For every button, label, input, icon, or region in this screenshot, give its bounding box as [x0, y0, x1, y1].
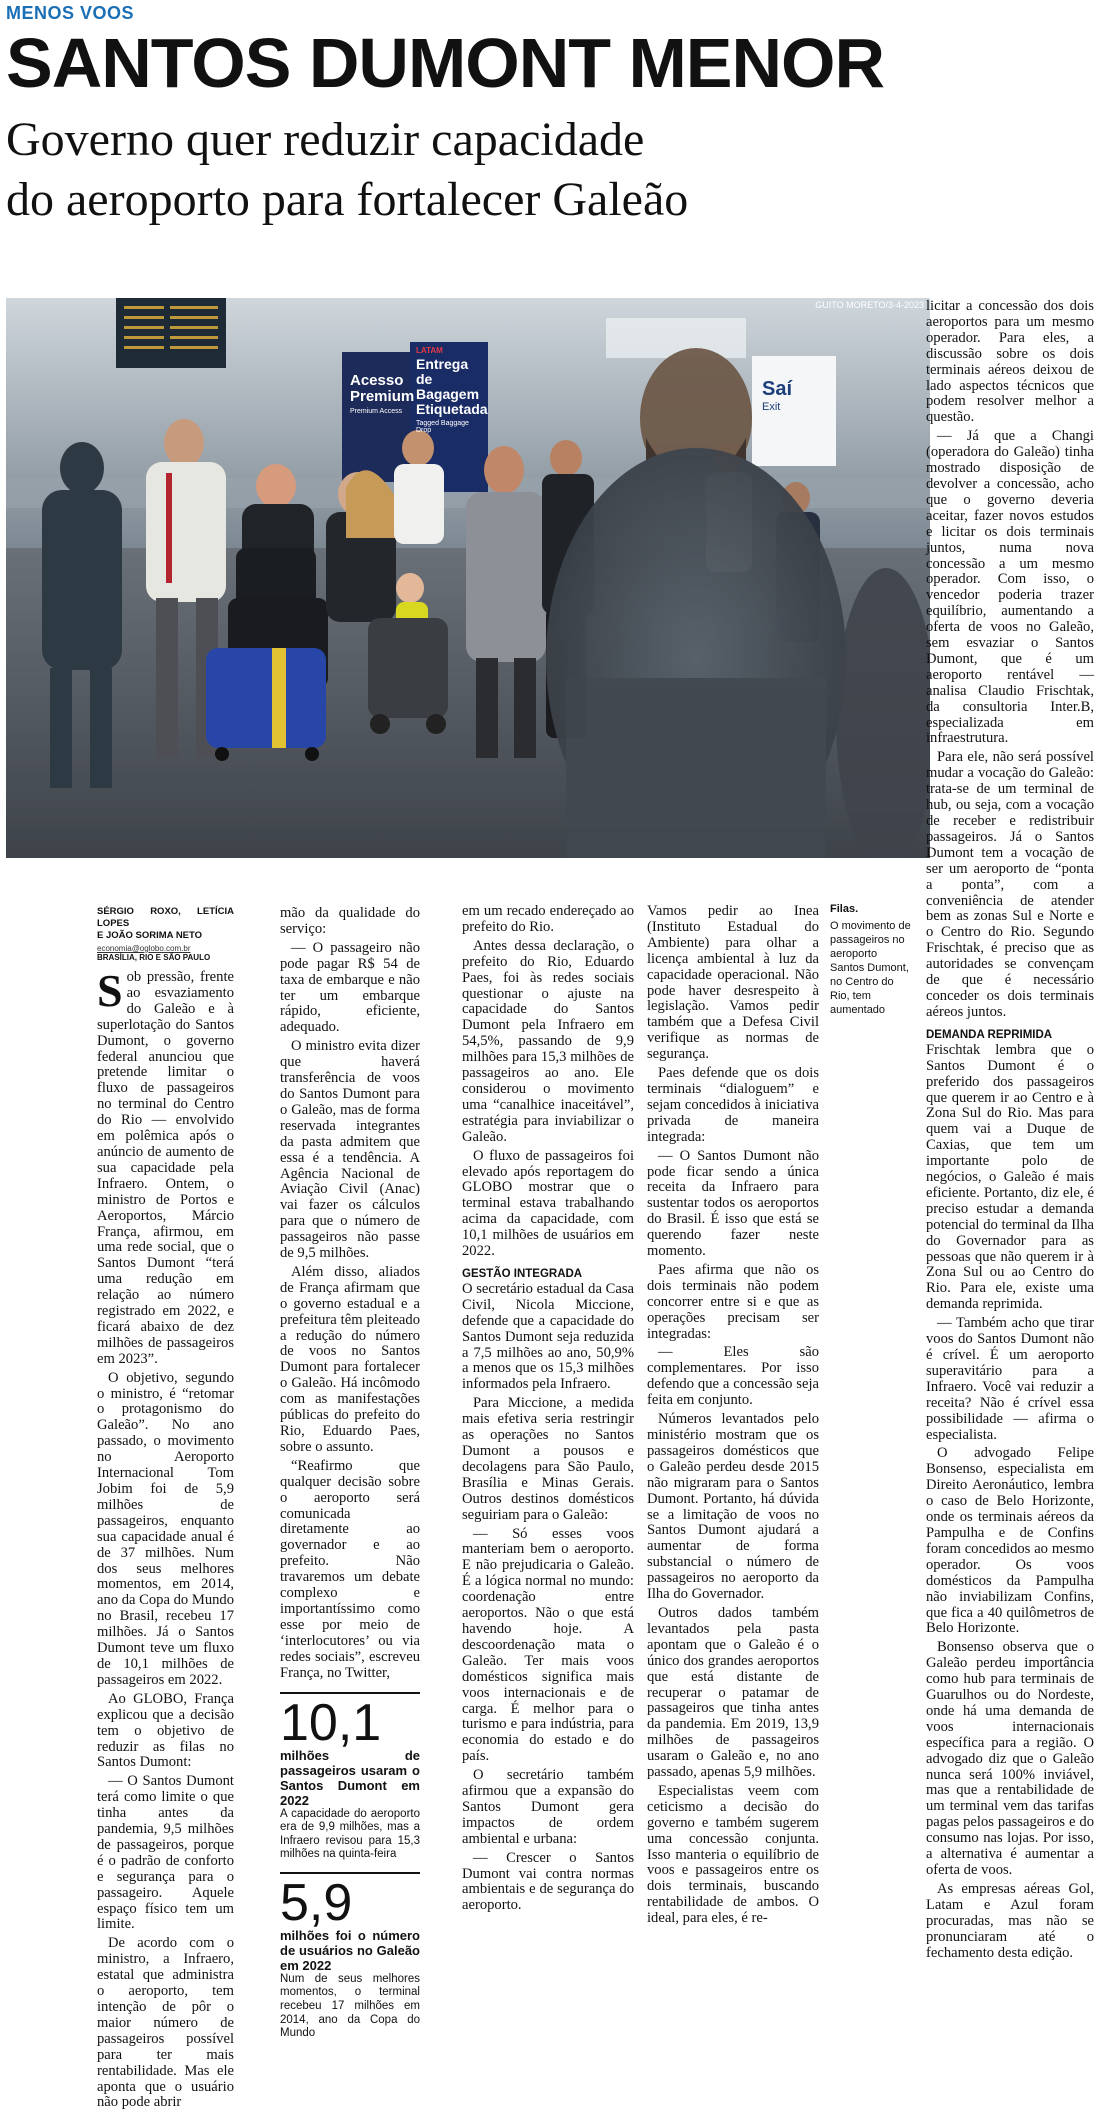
- factbox-text: Num de seus melhores momentos, o terminal recebeu 17 milhões em 2014, ano da Copa do Mundo: [280, 1972, 420, 2040]
- subheadline: [6, 110, 1096, 230]
- paragraph: Outros dados também levantados pela pasta apontam que o Galeão é o único dos grandes aeroportos que está distante de recuperar o patamar de passageiros que tinha antes da pandemia. Em 2019, 13,9 milhões de passageiros usaram o Galeão e, no ano passado, apenas 5,9 milhões.: [647, 1604, 819, 1781]
- section-subtitle: GESTÃO INTEGRADA: [462, 1267, 583, 1280]
- paragraph: — Só esses voos manteriam bem o aeroporto. E não prejudicaria o Galeão. É a lógica normal no mundo: coordenação entre aeroportos. Não o que está havendo hoje. A descoordenação mata o Galeão. Ter mais voos domésticos significa mais voos internacionais e de carga. É melhor para o turismo e para indústria, para economia do estado e do país.: [462, 1525, 634, 1765]
- column-1: [97, 906, 234, 2114]
- column-3: [462, 904, 634, 1917]
- paragraph: As empresas aéreas Gol, Latam e Azul foram procuradas, mas não se pronunciaram até o fechamento desta edição.: [926, 1880, 1094, 1961]
- byline-authors-line-2: E JOÃO SORIMA NETO: [97, 930, 203, 941]
- sign-premium-access-subtitle: Premium Access: [350, 408, 403, 415]
- section-subtitle: DEMANDA REPRIMIDA: [926, 1028, 1053, 1041]
- sign-baggage-drop-title: Entrega de Bagagem Etiquetada: [416, 356, 488, 417]
- factbox-headline: milhões de passageiros usaram o Santos Dumont em 2022: [280, 1747, 420, 1808]
- sign-baggage-drop-subtitle: Tagged Baggage Drop: [416, 420, 469, 434]
- headline: SANTOS DUMONT MENOR: [6, 24, 885, 102]
- paragraph: mão da qualidade do serviço:: [280, 905, 420, 937]
- factbox-santos-dumont: [280, 1692, 420, 1862]
- paragraph: Vamos pedir ao Inea (Instituto Estadual do Ambiente) para olhar a licença ambiental à luz da capacidade operacional. Não pode haver desrespeito à legislação. Vamos pedir também que a Defesa Civil verifique as normas de segurança.: [647, 903, 819, 1063]
- kicker: MENOS VOOS: [6, 3, 135, 23]
- factbox-number: 10,1: [280, 1693, 382, 1752]
- paragraph: Para ele, não será possível mudar a vocação do Galeão: trata-se de um terminal de hub, ou seja, com a vocação de receber e redistribuir passageiros. Já o Santos Dumont tem a vocação de ser um aeroporto de “ponta a ponta”, com a conveniência de atender bem as zonas Sul e Norte e o Centro do Rio. Segundo Frischtak, é preciso que as autoridades se convençam de que é necessário conceder os dois terminais aéreos juntos.: [926, 749, 1094, 1020]
- paragraph: Números levantados pelo ministério mostram que os passageiros domésticos que o Galeão perdeu desde 2015 não migraram para o Santos Dumont. Portanto, há dúvida se a limitação de voos no Santos Dumont ajudará a aumentar de forma substancial o número de passageiros no aeroporto da Ilha do Governador.: [647, 1411, 819, 1603]
- paragraph: O objetivo, segundo o ministro, é “retomar o protagonismo do Galeão”. No ano passado, o movimento no Aeroporto Internacional Tom Jobim foi de 5,9 milhões de passageiros, enquanto sua capacidade anual é de 37 milhões. Num dos seus melhores momentos, em 2014, ano da Copa do Mundo no Brasil, recebeu 17 milhões. Já o Santos Dumont teve um fluxo de 10,1 milhões de passageiros em 2022.: [97, 1369, 235, 1688]
- latam-logo: LATAM: [416, 346, 443, 355]
- paragraph: — Eles são complementares. Por isso defendo que a concessão seja feita em conjunto.: [647, 1344, 819, 1409]
- paragraph: licitar a concessão dos dois aeroportos para um mesmo operador. Para eles, a discussão sobre os dois terminais aéreos deixou de lado aspectos técnicos que podem resolver melhor a questão.: [926, 298, 1094, 426]
- paragraph: O advogado Felipe Bonsenso, especialista em Direito Aeronáutico, lembra o caso de Belo Horizonte, onde os terminais aéreos da Pampulha e de Confins foram concedidos ao mesmo operador. Os voos domésticos da Pampulha não inviabilizam Confins, que fica a 40 quilômetros de Belo Horizonte.: [926, 1445, 1094, 1637]
- subheadline-line-2: do aeroporto para fortalecer Galeão: [6, 173, 689, 226]
- factbox-text: A capacidade do aeroporto era de 9,9 milhões, mas a Infraero revisou para 15,3 milhões na quinta-feira: [280, 1807, 420, 1861]
- airport-photo: [6, 298, 930, 858]
- sign-premium-access: [350, 373, 420, 415]
- paragraph: Além disso, aliados de França afirmam que o governo estadual e a prefeitura têm pleiteado a redução do número de voos no Santos Dumont para fortalecer o Galeão. Há incômodo com as manifestações públicas do prefeito do Rio, Eduardo Paes, sobre o assunto.: [280, 1263, 420, 1455]
- author-email-link[interactable]: economia@oglobo.com.br: [97, 944, 191, 953]
- paragraph: Antes dessa declaração, o prefeito do Rio, Eduardo Paes, foi às redes sociais questionar o ajuste na capacidade do Santos Dumont pela Infraero em 54,5%, passando de 9,9 milhões para 15,3 milhões de passageiros ao ano. Ele considerou o movimento uma “canalhice inaceitável”, estratégia para inviabilizar o Galeão.: [462, 937, 634, 1145]
- subheadline-line-1: Governo quer reduzir capacidade: [6, 113, 645, 166]
- column-4: [647, 904, 819, 1930]
- factbox-number: 5,9: [280, 1873, 353, 1932]
- sign-premium-access-title: Acesso Premium: [350, 372, 415, 405]
- paragraph: Para Miccione, a medida mais efetiva seria restringir as operações no Santos Dumont a pousos e decolagens para São Paulo, Brasília e Minas Gerais. Outros destinos domésticos seguiriam para o Galeão:: [462, 1395, 634, 1523]
- paragraph: — Já que a Changi (operadora do Galeão) tinha mostrado disposição de devolver a concessão, acho que o governo deveria aceitar, fazer novos estudos e licitar os dois terminais juntos, numa nova concessão a um mesmo operador. Com isso, o vencedor poderia trazer equilíbrio, aumentando a oferta de voos no Galeão, sem esvaziar o Santos Dumont, que é um aeroporto rentável — analisa Claudio Frischtak, da consultoria Inter.B, especializada em infraestrutura.: [926, 428, 1094, 747]
- paragraph: — Crescer o Santos Dumont vai contra normas ambientais e de segurança do aeroporto.: [462, 1849, 634, 1914]
- caption-text: O movimento de passageiros no aeroporto Santos Dumont, no Centro do Rio, tem aumentado: [830, 920, 911, 1016]
- drop-cap: S: [97, 965, 123, 1016]
- paragraph: Sob pressão, frente ao esvaziamento do Galeão e à superlotação do Santos Dumont, o governo federal anunciou que pretende limitar o fluxo de passageiros no terminal do Centro do Rio — envolvido em polêmica após o anúncio de aumento de sua capacidade pela Infraero. Ontem, o ministro de Portos e Aeroportos, Márcio França, afirmou, em uma rede social, que o Santos Dumont “terá uma redução em relação ao número registrado em 2022, e ficará abaixo de dez milhões de passageiros em 2023”.: [97, 965, 234, 1367]
- paragraph: Paes afirma que não os dois terminais não podem concorrer entre si e que as operações precisam ser integradas:: [647, 1261, 819, 1342]
- sign-exit-title: Saí: [762, 378, 793, 400]
- paragraph: — Também acho que tirar voos do Santos Dumont não é crível. É um aeroporto superavitário para a Infraero. Você vai reduzir a receita? Não é crível essa possibilidade — afirma o especialista.: [926, 1315, 1094, 1443]
- byline-authors: [97, 906, 234, 942]
- caption-title: Filas.: [830, 903, 859, 915]
- paragraph: Paes defende que os dois terminais “dialoguem” e sejam concedidos à iniciativa privada de maneira integrada:: [647, 1065, 819, 1145]
- photo-credit: GUITO MORETO/3-4-2023: [815, 300, 924, 310]
- sign-exit: [762, 378, 792, 413]
- paragraph: — O passageiro não pode pagar R$ 54 de taxa de embarque e não ter um embarque rápido, eficiente, adequado.: [280, 939, 420, 1036]
- paragraph: em um recado endereçado ao prefeito do Rio.: [462, 903, 634, 935]
- paragraph: “Reafirmo que qualquer decisão sobre o aeroporto será comunicada diretamente ao governador e ao prefeito. Não travaremos um debate complexo e importantíssimo como esse por meio de ‘interlocutores’ ou via redes sociais”, escreveu França, no Twitter,: [280, 1457, 420, 1681]
- paragraph: O secretário também afirmou que a expansão do Santos Dumont gera impactos de ordem ambiental e urbana:: [462, 1767, 634, 1847]
- paragraph: Frischtak lembra que o Santos Dumont é o preferido dos passageiros que querem ir ao Centro e à Zona Sul do Rio. Mas para quem vai a Duque de Caxias, que tem um importante polo de negócios, o Galeão é mais eficiente. Portanto, diz ele, é preciso estudar a demanda potencial do terminal da Ilha do Governador para as pessoas que não querem ir à Zona Sul ou ao Centro do Rio. Para ele, existe uma demanda reprimida.: [926, 1041, 1094, 1313]
- byline-location: BRASÍLIA, RIO E SÃO PAULO: [97, 953, 211, 962]
- byline-authors-line-1: SÉRGIO ROXO, LETÍCIA LOPES: [97, 906, 234, 929]
- paragraph: De acordo com o ministro, a Infraero, estatal que administra o aeroporto, tem intenção de pôr o maior número de passageiros possível para ter mais rentabilidade. Mas ele aponta que o usuário não pode abrir: [97, 1935, 234, 2111]
- paragraph: — O Santos Dumont não pode ficar sendo a única receita da Infraero para sustentar todos os aeroportos do Brasil. É isso que está se querendo fazer neste momento.: [647, 1147, 819, 1260]
- sign-baggage-drop: [416, 346, 486, 434]
- paragraph: Especialistas veem com ceticismo a decisão do governo e também sugerem uma concessão conjunta. Isso manteria o equilíbrio de voos e passageiros entre os dois terminais, buscando rentabilidade de ambos. O ideal, para eles, é re-: [647, 1782, 819, 1927]
- paragraph: Ao GLOBO, França explicou que a decisão tem o objetivo de reduzir as filas no Santos Dumont:: [97, 1690, 234, 1771]
- factbox-headline: milhões foi o número de usuários no Galeão em 2022: [280, 1927, 420, 1973]
- paragraph: O secretário estadual da Casa Civil, Nicola Miccione, defende que a capacidade do Santos Dumont seja reduzida a 7,5 milhões ao ano, 50,9% a menos que os 15,3 milhões informados pela Infraero.: [462, 1280, 634, 1393]
- factbox-galeao: [280, 1872, 420, 2041]
- paragraph: Bonsenso observa que o Galeão perdeu importância como hub para terminais de Guarulhos ou do Nordeste, onde há uma demanda de voos internacionais específica para a região. O advogado diz que o Galeão nunca será 100% inviável, mas que a rentabilidade de um terminal vem das tarifas pagas pelos passageiros e do consumo nas lojas. Por isso, a alternativa é aumentar a oferta de voos.: [926, 1639, 1094, 1878]
- paragraph: O ministro evita dizer que haverá transferência de voos do Santos Dumont para o Galeão, mas de forma reservada integrantes da pasta admitem que essa é a tendência. A Agência Nacional de Aviação Civil (Anac) vai fazer os cálculos para que o número de passageiros não passe de 9,5 milhões.: [280, 1038, 420, 1262]
- paragraph: O fluxo de passageiros foi elevado após reportagem do GLOBO mostrar que o terminal estava trabalhando acima da capacidade, com 10,1 milhões de usuários em 2022.: [462, 1147, 634, 1260]
- paragraph: — O Santos Dumont terá como limite o que tinha antes da pandemia, 9,5 milhões de passageiros, porque é o padrão de conforto e segurança para o passageiro. Aquele espaço físico tem um limite.: [97, 1773, 234, 1933]
- column-2: [280, 906, 420, 2047]
- sign-exit-subtitle: Exit: [762, 401, 781, 413]
- column-5: [926, 299, 1094, 1964]
- photo-caption: [830, 902, 912, 1017]
